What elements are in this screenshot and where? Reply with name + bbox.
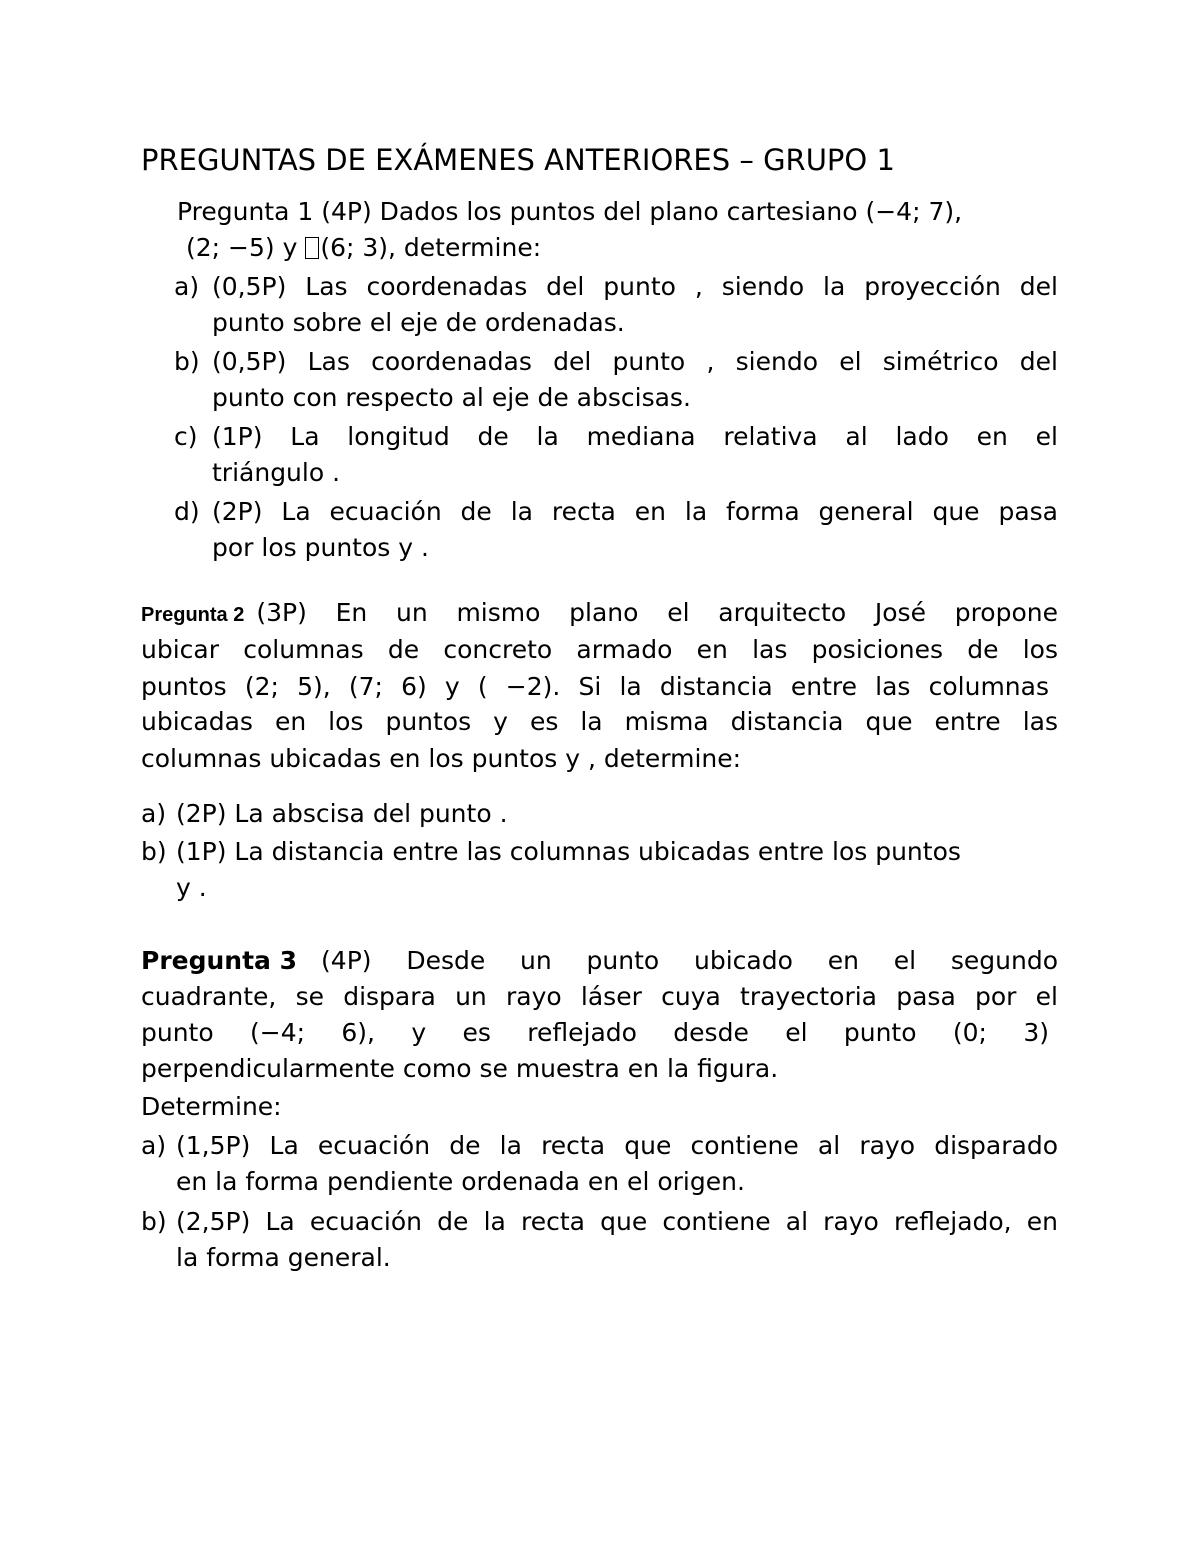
q1-item-a-line-1: (0,5P) Las coordenadas del punto , siendo la proyección del bbox=[212, 272, 1058, 301]
q1-line-2 bbox=[186, 230, 541, 266]
q2-item-b-line-2: y . bbox=[176, 873, 207, 902]
q2-line-1-rest: (3P) En un mismo plano el arquitecto José propone bbox=[256, 598, 1058, 627]
page-title: PREGUNTAS DE EXÁMENES ANTERIORES – GRUPO 1 bbox=[141, 143, 895, 177]
q3-line-4: perpendicularmente como se muestra en la figura. bbox=[141, 1054, 779, 1083]
q3-item-a-line-2: en la forma pendiente ordenada en el origen. bbox=[176, 1167, 745, 1196]
q2-item-a-line-1: (2P) La abscisa del punto . bbox=[176, 799, 508, 828]
q1-item-c-line-1: (1P) La longitud de la mediana relativa al lado en el bbox=[212, 422, 1058, 451]
q2-line-5: columnas ubicadas en los puntos y , determine: bbox=[141, 744, 742, 773]
q1-item-d-line-2: por los puntos y . bbox=[212, 533, 429, 562]
q3-line-3: punto (−4; 6), y es reflejado desde el punto (0; 3) bbox=[141, 1018, 1049, 1047]
q3-item-b-line-1: (2,5P) La ecuación de la recta que contiene al rayo reflejado, en bbox=[176, 1207, 1058, 1236]
q1-item-c-label: c) bbox=[174, 422, 198, 451]
q1-item-c-line-2: triángulo . bbox=[212, 458, 341, 487]
q1-item-a-line-2: punto sobre el eje de ordenadas. bbox=[212, 308, 625, 337]
q3-item-b-label: b) bbox=[141, 1207, 167, 1236]
q3-line-1-rest: (4P) Desde un punto ubicado en el segundo bbox=[321, 946, 1058, 975]
q3-item-a-line-1: (1,5P) La ecuación de la recta que contiene al rayo disparado bbox=[176, 1131, 1058, 1160]
q1-item-b-label: b) bbox=[174, 347, 200, 376]
q2-line-4: ubicadas en los puntos y es la misma distancia que entre las bbox=[141, 707, 1058, 736]
q1-item-b-line-2: punto con respecto al eje de abscisas. bbox=[212, 383, 691, 412]
q3-heading: Pregunta 3 bbox=[141, 946, 298, 975]
q1-line-1: Pregunta 1 (4P) Dados los puntos del plano cartesiano (−4; 7), bbox=[177, 197, 963, 226]
q2-item-a-label: a) bbox=[141, 799, 167, 828]
q3-line-1 bbox=[141, 943, 1058, 979]
q3-line-2: cuadrante, se dispara un rayo láser cuya trayectoria pasa por el bbox=[141, 982, 1058, 1011]
q2-line-3: puntos (2; 5), (7; 6) y ( −2). Si la distancia entre las columnas bbox=[141, 672, 1049, 701]
q2-heading: Pregunta 2 bbox=[141, 604, 245, 626]
q1-item-b-line-1: (0,5P) Las coordenadas del punto , siendo el simétrico del bbox=[212, 347, 1058, 376]
q3-line-5: Determine: bbox=[141, 1092, 282, 1121]
q3-item-a-label: a) bbox=[141, 1131, 167, 1160]
missing-glyph-icon bbox=[305, 237, 319, 259]
q1-line-2-start: (2; −5) y bbox=[186, 233, 306, 262]
q1-item-d-line-1: (2P) La ecuación de la recta en la forma general que pasa bbox=[212, 497, 1058, 526]
q2-line-1 bbox=[141, 595, 1058, 633]
q2-item-b-label: b) bbox=[141, 837, 167, 866]
q1-item-a-label: a) bbox=[174, 272, 200, 301]
q1-line-2-end: (6; 3), determine: bbox=[320, 233, 542, 262]
q1-item-d-label: d) bbox=[174, 497, 200, 526]
q2-item-b-line-1: (1P) La distancia entre las columnas ubicadas entre los puntos bbox=[176, 837, 961, 866]
q2-line-2: ubicar columnas de concreto armado en las posiciones de los bbox=[141, 635, 1058, 664]
q3-item-b-line-2: la forma general. bbox=[176, 1243, 391, 1272]
